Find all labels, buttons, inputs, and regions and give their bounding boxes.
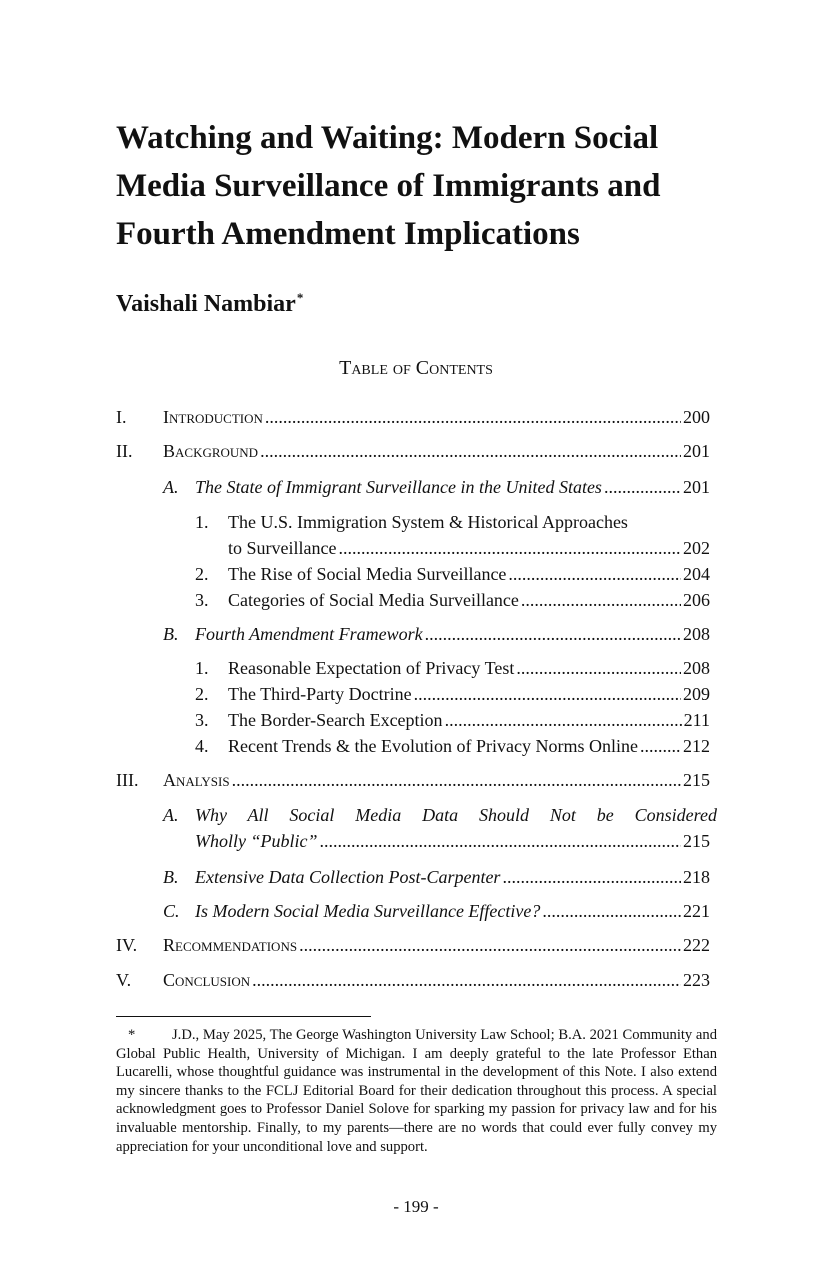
toc-entry-analysis[interactable]	[163, 767, 710, 793]
toc-entry-immigrant-surveillance[interactable]	[195, 474, 710, 500]
toc-label: Why All Social Media Data Should Not be Considered	[195, 805, 717, 825]
toc-label: Is Modern Social Media Surveillance Effective?	[195, 901, 541, 921]
toc-number: 1.	[195, 512, 209, 532]
toc-entry-reasonable-expectation[interactable]	[228, 655, 710, 681]
toc-page: 201	[683, 441, 710, 461]
page-number: - 199 -	[393, 1197, 439, 1216]
toc-page: 218	[683, 867, 710, 887]
toc-leader	[320, 828, 682, 854]
title-line: Media Surveillance of Immigrants and	[116, 168, 661, 204]
toc-label: Recent Trends & the Evolution of Privacy Norms Online	[228, 736, 638, 756]
toc-page: 223	[683, 970, 710, 990]
toc-entry-fourth-amendment[interactable]	[195, 621, 710, 647]
toc-number: B.	[163, 867, 179, 887]
toc-entry-introduction[interactable]	[163, 404, 710, 430]
author-footnote-mark: *	[296, 290, 304, 305]
toc-entry-border-search[interactable]	[228, 707, 710, 733]
toc-leader	[640, 733, 681, 759]
article-title	[116, 114, 736, 258]
toc-page: 204	[683, 564, 710, 584]
toc-entry-immigration-system[interactable]	[228, 535, 710, 561]
toc-page: 221	[683, 901, 710, 921]
toc-label: The State of Immigrant Surveillance in the United States	[195, 477, 602, 497]
toc-number: B.	[163, 624, 179, 644]
toc-label: Categories of Social Media Surveillance	[228, 590, 519, 610]
toc-leader	[604, 474, 681, 500]
toc-label: Extensive Data Collection Post-Carpenter	[195, 867, 501, 887]
author-name: Vaishali Nambiar	[116, 291, 296, 317]
toc-leader	[260, 438, 681, 464]
toc-number: II.	[116, 441, 133, 461]
toc-label: Fourth Amendment Framework	[195, 624, 423, 644]
toc-page: 215	[683, 831, 710, 851]
toc-page: 200	[683, 407, 710, 427]
toc-page: 215	[683, 770, 710, 790]
toc-leader	[414, 681, 681, 707]
toc-number: 1.	[195, 658, 209, 678]
toc-number: 2.	[195, 564, 209, 584]
toc-page: 209	[683, 684, 710, 704]
toc-number: C.	[163, 901, 180, 921]
toc-number: V.	[116, 970, 132, 990]
toc-label: Wholly “Public”	[195, 831, 318, 851]
toc-entry-background[interactable]	[163, 438, 710, 464]
toc-page: 208	[683, 624, 710, 644]
toc-entry-data-collection[interactable]	[195, 864, 710, 890]
toc-leader	[425, 621, 681, 647]
toc-entry-public-data[interactable]	[195, 828, 710, 854]
toc-leader	[516, 655, 681, 681]
toc-label: Analysis	[163, 770, 230, 790]
toc-number: III.	[116, 770, 139, 790]
toc-label: The Border-Search Exception	[228, 710, 443, 730]
toc-leader	[338, 535, 681, 561]
toc-leader	[542, 898, 681, 924]
author-byline	[116, 289, 303, 319]
toc-number: 3.	[195, 710, 209, 730]
toc-entry-third-party[interactable]	[228, 681, 710, 707]
footnote	[116, 1026, 717, 1156]
toc-number: A.	[163, 477, 179, 497]
toc-label: The Rise of Social Media Surveillance	[228, 564, 507, 584]
toc-heading: Table of Contents	[339, 357, 493, 379]
toc-entry-rise-of-surveillance[interactable]	[228, 561, 710, 587]
toc-label: The U.S. Immigration System & Historical Approaches	[228, 512, 628, 532]
toc-page: 211	[683, 710, 710, 730]
toc-label: Conclusion	[163, 970, 251, 990]
toc-label: The Third-Party Doctrine	[228, 684, 412, 704]
toc-number: IV.	[116, 935, 138, 955]
toc-label: Reasonable Expectation of Privacy Test	[228, 658, 515, 678]
toc-entry-effective[interactable]	[195, 898, 710, 924]
toc-label: Background	[163, 441, 259, 461]
toc-leader	[265, 404, 681, 430]
toc-label: Recommendations	[163, 935, 298, 955]
toc-leader	[445, 707, 682, 733]
toc-number: I.	[116, 407, 127, 427]
toc-page: 202	[683, 538, 710, 558]
toc-page: 212	[683, 736, 710, 756]
toc-leader	[521, 587, 681, 613]
toc-entry-conclusion[interactable]	[163, 967, 710, 993]
footnote-separator	[116, 1016, 371, 1017]
toc-page: 206	[683, 590, 710, 610]
toc-leader	[232, 767, 681, 793]
toc-number: 3.	[195, 590, 209, 610]
toc-label: Introduction	[163, 407, 263, 427]
toc-number: A.	[163, 805, 179, 825]
toc-label: to Surveillance	[228, 538, 337, 558]
toc-leader	[502, 864, 681, 890]
toc-entry-recent-trends[interactable]	[228, 733, 710, 759]
toc-page: 208	[683, 658, 710, 678]
toc-entry-categories[interactable]	[228, 587, 710, 613]
footnote-text: J.D., May 2025, The George Washington University Law School; B.A. 2021 Community and Global Public Health, University of Michigan. I am deeply grateful to the late Professor Ethan Lucarelli, whose thoughtful guidance was instrumental in the development of this Note. I also extend my sincere thanks to the FCLJ Editorial Board for their dedication throughout this process. A special acknowledgment goes to Professor Daniel Solove for sparking my passion for privacy law and for his invaluable mentorship. Finally, to my parents—there are no words that could ever fully convey my appreciation for your unconditional love and support.	[116, 1027, 717, 1155]
toc-leader	[252, 967, 681, 993]
title-line: Fourth Amendment Implications	[116, 216, 580, 252]
toc-number: 2.	[195, 684, 209, 704]
toc-entry-recommendations[interactable]	[163, 932, 710, 958]
footnote-mark: *	[128, 1027, 136, 1043]
toc-number: 4.	[195, 736, 209, 756]
toc-leader	[508, 561, 681, 587]
title-line: Watching and Waiting: Modern Social	[116, 120, 659, 156]
toc-leader	[299, 932, 681, 958]
toc-page: 201	[683, 477, 710, 497]
toc-page: 222	[683, 935, 710, 955]
